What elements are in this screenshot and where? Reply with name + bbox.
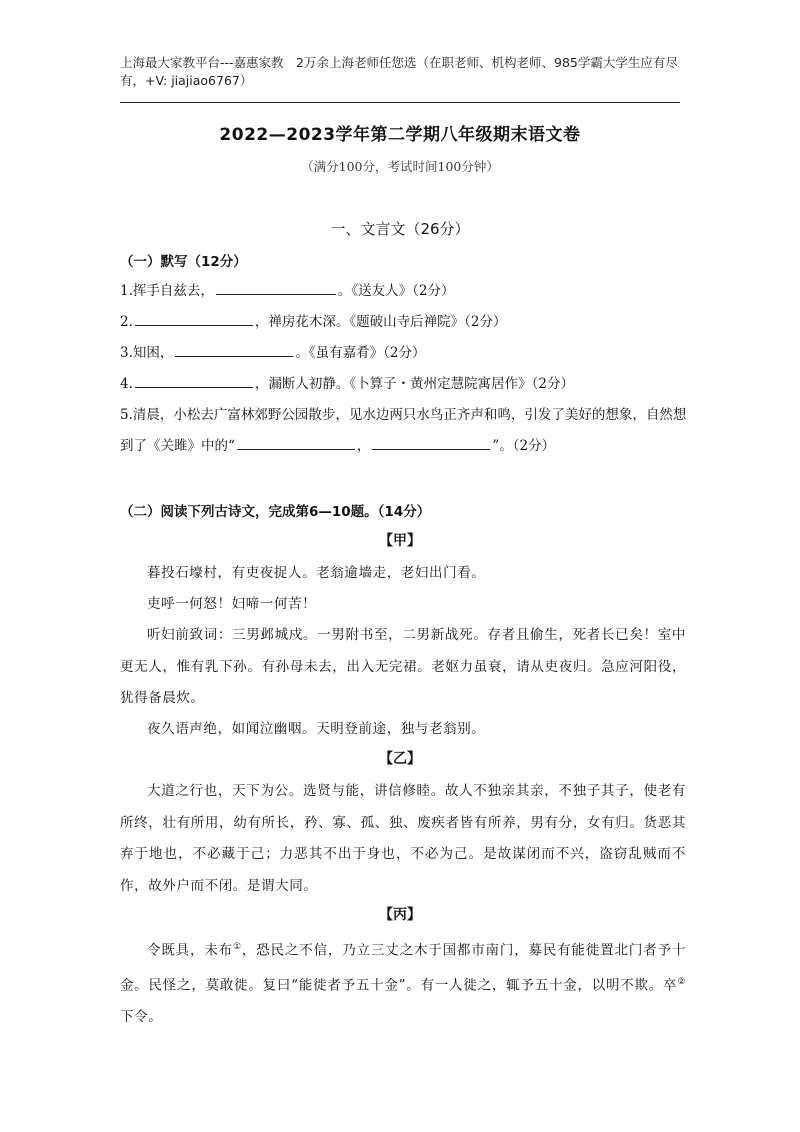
question-1-prompt: 1.挥手自兹去， (120, 283, 214, 299)
question-2-prompt: 2. (120, 314, 133, 330)
question-5-prompt: 5.清晨，小松去广富林郊野公园散步，见水边两只水鸟正齐声和鸣，引发了美好的想象，自然想到了《关雎》中的“ (120, 407, 687, 454)
passage-jia-paragraph: 夜久语声绝，如闻泣幽咽。天明登前途，独与老翁别。 (147, 721, 486, 737)
question-5 (120, 400, 690, 462)
passage-jia-label: 【甲】 (379, 533, 421, 549)
question-3-source: 。《虽有嘉肴》（2分） (295, 345, 426, 361)
question-4 (120, 372, 690, 395)
question-2 (120, 310, 690, 333)
question-1 (120, 279, 690, 302)
question-5-separator: ， (356, 438, 371, 454)
question-2-source: ，禅房花木深。《题破山寺后禅院》（2分） (254, 314, 507, 330)
question-3-prompt: 3.知困， (120, 345, 174, 361)
section-title: 一、文言文（26分） (330, 220, 470, 238)
footnote-marker: ② (677, 977, 686, 987)
question-3 (120, 341, 690, 364)
passage-bing-text: 下令。 (120, 1009, 163, 1025)
passage-bing-text: ，恐民之不信，乃立三丈之木于国都市南门，募民有能徙置北门者予十金。民怪之，莫敢徙。复曰“能徙者予五十金”。有一人徙之，辄予五十金，以明不欺。卒 (120, 942, 686, 994)
exam-subtitle: （满分100分，考试时间100分钟） (301, 159, 499, 174)
answer-blank[interactable] (372, 434, 490, 450)
answer-blank[interactable] (135, 372, 253, 388)
question-5-source: ”。（2分） (492, 438, 556, 454)
passage-bing-label: 【丙】 (379, 907, 421, 923)
passage-yi-paragraph: 大道之行也，天下为公。选贤与能，讲信修睦。故人不独亲其亲，不独子其子，使老有所终，壮有所用，幼有所长，矜、寡、孤、独、废疾者皆有所养，男有分，女有归。货恶其弃于地也，不必藏于己；力恶其不出于身也，不必为己。是故谋闭而不兴，盗窃乱贼而不作，故外户而不闭。是谓大同。 (120, 783, 686, 894)
question-4-prompt: 4. (120, 376, 133, 392)
passage-jia-paragraph: 暮投石壕村，有吏夜捉人。老翁逾墙走，老妇出门看。 (147, 565, 486, 581)
header-divider (120, 102, 680, 103)
question-1-source: 。《送友人》（2分） (337, 283, 455, 299)
footnote-marker: ① (233, 942, 242, 952)
passage-jia-paragraph: 听妇前致词：三男邺城戍。一男附书至，二男新战死。存者且偷生，死者长已矣！室中更无人，惟有乳下孙。有孙母未去，出入无完裙。老妪力虽衰，请从吏夜归。急应河阳役，犹得备晨炊。 (120, 627, 686, 706)
header-note: 上海最大家教平台---嘉惠家教 2万余上海老师任您选（在职老师、机构老师、985学霸大学生应有尽有，+V: jiajiao6767） (120, 55, 678, 88)
passage-bing-text: 令既具，未布 (147, 942, 233, 959)
answer-blank[interactable] (135, 310, 253, 326)
question-4-source: ，漏断人初静。《卜算子・黄州定慧院寓居作》（2分） (254, 376, 574, 392)
passage-bing-paragraph (120, 932, 686, 1034)
part2-heading: （二）阅读下列古诗文，完成第6—10题。（14分） (120, 504, 431, 520)
answer-blank[interactable] (216, 279, 336, 295)
answer-blank[interactable] (237, 434, 355, 450)
exam-title: 2022—2023学年第二学期八年级期末语文卷 (219, 125, 581, 145)
part1-heading: （一）默写（12分） (120, 254, 247, 270)
passage-yi-label: 【乙】 (379, 751, 421, 767)
passage-jia-paragraph: 吏呼一何怒！妇啼一何苦！ (147, 596, 317, 612)
answer-blank[interactable] (175, 341, 293, 357)
